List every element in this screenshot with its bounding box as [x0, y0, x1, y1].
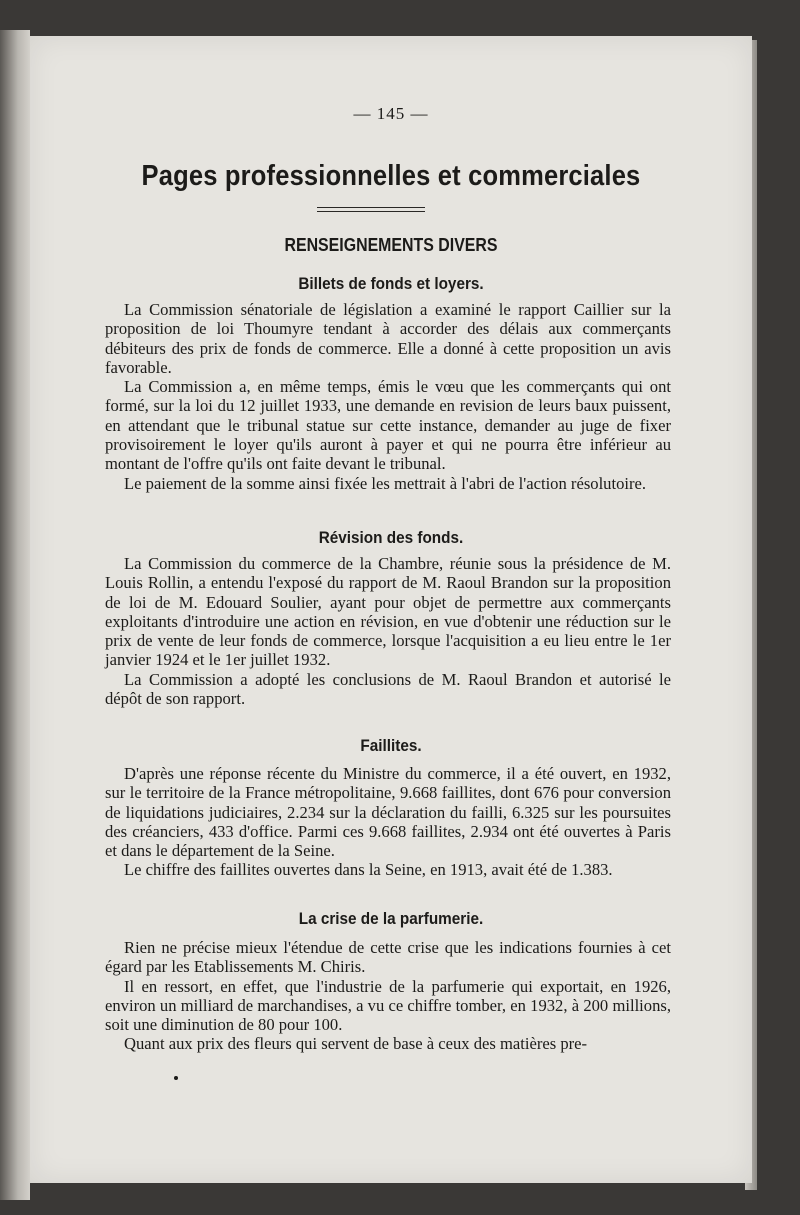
heading-faillites: Faillites. — [360, 736, 422, 755]
title-rule-top — [317, 207, 425, 208]
section-revision-des-fonds-body — [105, 554, 671, 708]
page-title: Pages professionnelles et commerciales — [141, 160, 641, 192]
adjacent-page-edge — [0, 30, 30, 1200]
heading-revision-des-fonds: Révision des fonds. — [318, 528, 464, 547]
paragraph: La Commission a adopté les conclusions de M. Raoul Brandon et autorisé le dépôt de son rapport. — [105, 669, 671, 709]
paragraph: Il en ressort, en effet, que l'industrie de la parfumerie qui exportait, en 1926, environ un milliard de marchandises, a vu ce chiffre tomber, en 1932, à 200 millions, soit une diminution de 80 pour 100. — [105, 976, 671, 1035]
paragraph: D'après une réponse récente du Ministre du commerce, il a été ouvert, en 1932, sur le territoire de la France métropolitaine, 9.668 faillites, dont 676 pour conversion de liquidations judiciaires, 2.234 sur la déclaration du failli, 6.325 sur les poursuites des créanciers, 433 d'office. Parmi ces 9.668 faillites, 2.934 ont été ouvertes à Paris et dans le département de la Seine. — [105, 764, 671, 861]
section-faillites-body — [105, 764, 671, 880]
paragraph: Le paiement de la somme ainsi fixée les mettrait à l'abri de l'action résolutoire. — [124, 473, 647, 493]
paragraph: Quant aux prix des fleurs qui servent de base à ceux des matières pre- — [124, 1034, 588, 1054]
paragraph: La Commission a, en même temps, émis le vœu que les commerçants qui ont formé, sur la loi du 12 juillet 1933, une demande en revision de leurs baux puissent, en attendant que le tribunal statue sur cette instance, demander au juge de fixer provisoirement le loyer qu'ils auront à payer et qui ne pourra être inférieur au montant de l'offre qu'ils ont faite devant le tribunal. — [105, 377, 671, 474]
section-title: RENSEIGNEMENTS DIVERS — [284, 234, 498, 255]
paragraph: La Commission sénatoriale de législation a examiné le rapport Caillier sur la proposition de loi Thoumyre tendant à accorder des délais aux commerçants débiteurs des prix de fonds de commerce. Elle a donné à cette proposition un avis favorable. — [105, 300, 671, 377]
paragraph: Rien ne précise mieux l'étendue de cette crise que les indications fournies à cet égard par les Etablissements M. Chiris. — [105, 938, 671, 977]
heading-billets-de-fonds: Billets de fonds et loyers. — [298, 274, 484, 293]
ink-speck — [174, 1076, 178, 1080]
page-number: — 145 — — [353, 104, 429, 123]
title-rule-bottom — [317, 211, 425, 212]
section-crise-parfumerie-body — [105, 938, 671, 1054]
paragraph: La Commission du commerce de la Chambre, réunie sous la présidence de M. Louis Rollin, a entendu l'exposé du rapport de M. Raoul Brandon sur la proposition de loi de M. Edouard Soulier, ayant pour objet de permettre aux commerçants exploitants d'introduire une action en révision, en vue d'obtenir une réduction sur le prix de vente de leur fonds de commerce, lorsque l'acquisition a eu lieu entre le 1er janvier 1924 et le 1er juillet 1932. — [105, 554, 671, 670]
document-page — [30, 36, 752, 1183]
paragraph: Le chiffre des faillites ouvertes dans la Seine, en 1913, avait été de 1.383. — [124, 860, 613, 880]
section-billets-de-fonds-body — [105, 300, 671, 493]
heading-crise-parfumerie: La crise de la parfumerie. — [298, 909, 484, 928]
